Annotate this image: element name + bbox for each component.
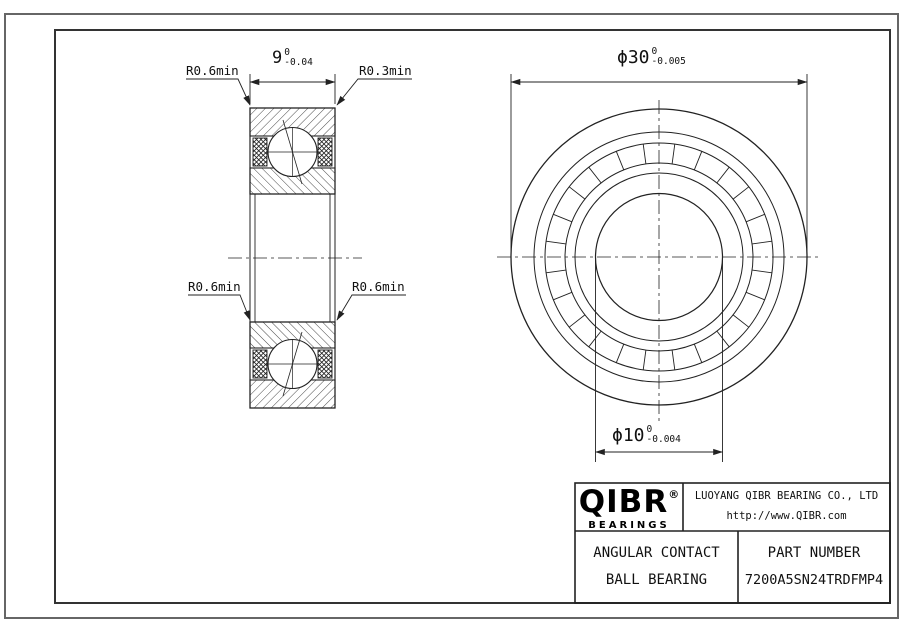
width-tol-upper: 0 — [284, 47, 290, 58]
cage-hatch — [318, 138, 332, 166]
bore-dia-tolerance — [647, 425, 681, 446]
company-cell — [683, 487, 890, 527]
cage-hatch — [318, 350, 332, 378]
brand-logo-text: QIBR — [578, 484, 669, 520]
front-view — [497, 74, 821, 462]
outer-dia-tol-upper: 0 — [651, 46, 658, 57]
part-number-cell — [738, 540, 890, 594]
outer-diameter-text — [617, 46, 686, 68]
company-name: LUOYANG QIBR BEARING CO., LTD — [694, 490, 879, 502]
outer-dia-symbol: ϕ — [617, 47, 628, 68]
bore-diameter-text — [612, 424, 681, 446]
product-name-line2: BALL BEARING — [605, 572, 708, 589]
bore-dia-symbol: ϕ — [612, 425, 623, 446]
part-number-label: PART NUMBER — [767, 545, 861, 561]
section-view — [186, 74, 412, 408]
width-tol-lower: -0.04 — [284, 57, 313, 69]
radius-label-bottom-right: R0.6min — [352, 279, 405, 294]
cage-hatch — [253, 350, 267, 378]
company-website: http://www.QIBR.com — [726, 509, 847, 522]
product-cell — [575, 540, 738, 595]
radius-label-bottom-left: R0.6min — [188, 279, 241, 294]
brand-logo — [575, 484, 683, 520]
brand-logo-subtitle: BEARINGS — [588, 520, 670, 531]
product-name-line1: ANGULAR CONTACT — [593, 545, 720, 561]
radius-label-top-left: R0.6min — [186, 63, 239, 78]
cage-hatch — [253, 138, 267, 166]
width-dimension — [250, 74, 335, 104]
width-tolerance — [284, 48, 313, 69]
outer-dia-tolerance — [652, 47, 686, 68]
sheet-frames — [5, 14, 898, 618]
bore-dia-tol-lower: -0.004 — [646, 434, 681, 446]
width-dimension-text — [272, 47, 313, 69]
registered-mark: ® — [668, 488, 680, 501]
bore-dia-tol-upper: 0 — [646, 424, 653, 435]
outer-dia-tol-lower: -0.005 — [651, 56, 686, 68]
width-value: 9 — [272, 48, 283, 68]
bore-dia-value: 10 — [622, 425, 645, 446]
outer-dia-value: 30 — [627, 47, 650, 68]
radius-label-top-right: R0.3min — [359, 63, 412, 78]
section-top-half — [250, 108, 335, 194]
logo-cell — [575, 484, 683, 531]
section-bottom-half — [250, 322, 335, 408]
part-number-value: 7200A5SN24TRDFMP4 — [744, 572, 884, 589]
